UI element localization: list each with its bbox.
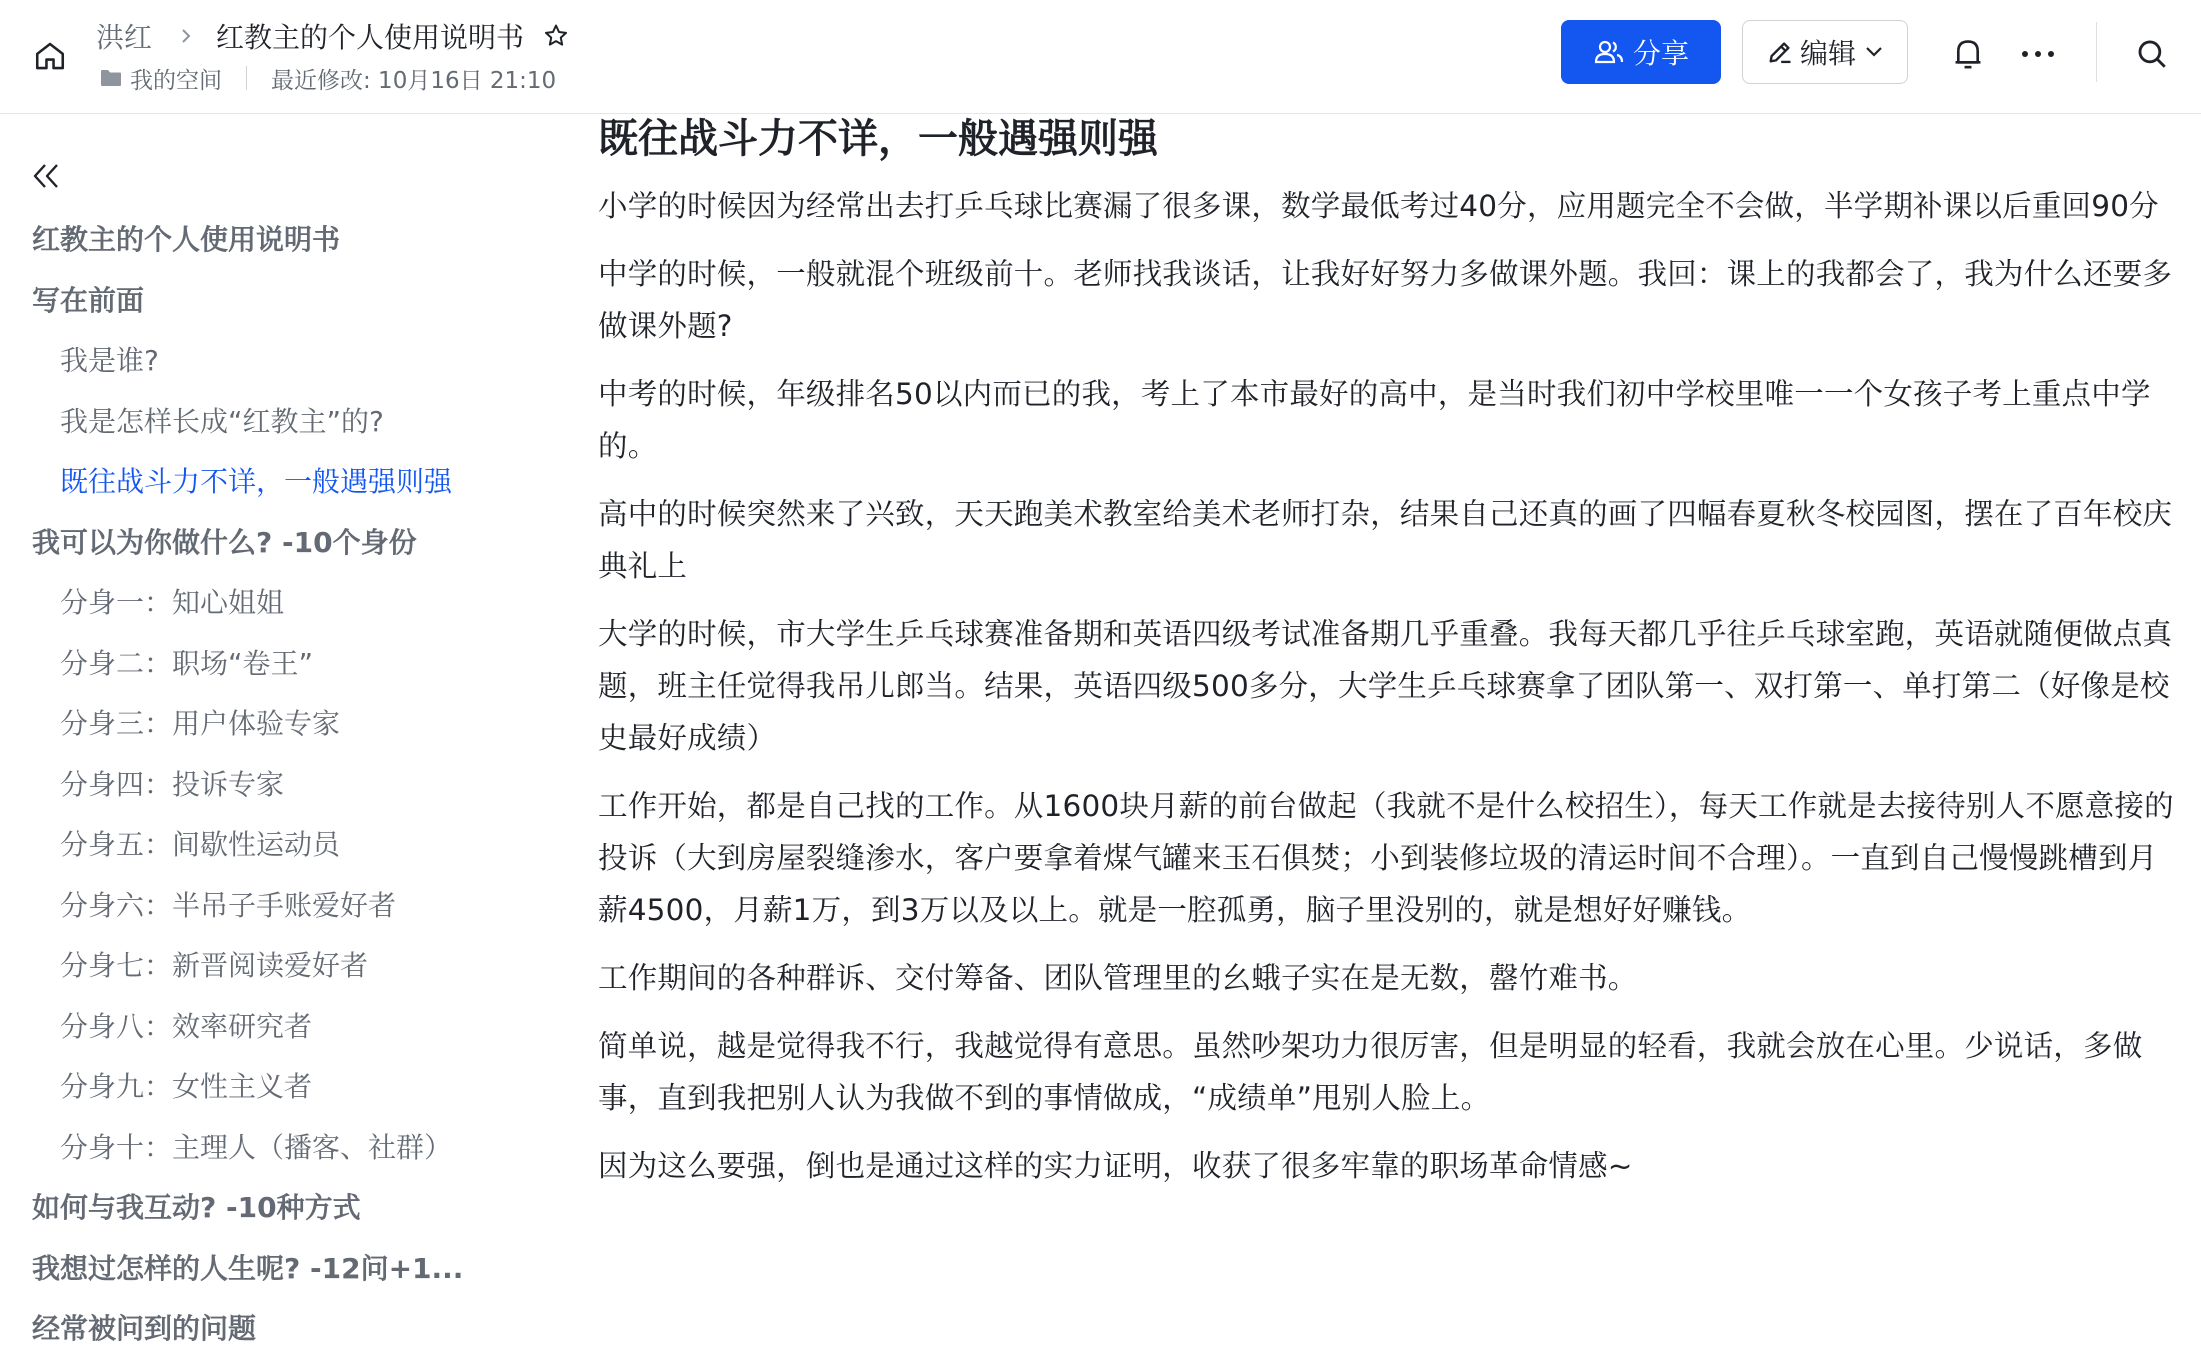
document-body	[598, 110, 2178, 1208]
paragraph: 简单说，越是觉得我不行，我越觉得有意思。虽然吵架功力很厉害，但是明显的轻看，我就会放在心里。少说话，多做事，直到我把别人认为我做不到的事情做成，“成绩单”甩别人脸上。	[598, 1029, 2143, 1115]
home-icon	[33, 39, 67, 73]
last-modified: 最近修改: 10月16日 21:10	[271, 67, 557, 94]
chevron-down-icon	[1864, 45, 1884, 59]
header-divider	[2096, 22, 2097, 82]
star-icon	[542, 22, 570, 50]
toc-item-avatar-3[interactable]: 分身三：用户体验专家	[60, 707, 341, 740]
share-label: 分享	[1632, 37, 1689, 70]
toc-item-combat-power[interactable]: 既往战斗力不详，一般遇强则强	[60, 465, 453, 498]
toc-item-doc-title[interactable]: 红教主的个人使用说明书	[32, 223, 341, 256]
users-icon	[1593, 38, 1625, 66]
toc-item-how-to-interact[interactable]: 如何与我互动? -10种方式	[32, 1191, 361, 1224]
paragraph: 工作开始，都是自己找的工作。从1600块月薪的前台做起（我就不是什么校招生），每天工作就是去接待别人不愿意接的投诉（大到房屋裂缝渗水，客户要拿着煤气罐来玉石俱焚；小到装修垃圾的清运时间不合理）。一直到自己慢慢跳槽到月薪4500，月薪1万，到3万以及以上。就是一腔孤勇，脑子里没别的，就是想好好赚钱。	[598, 789, 2174, 927]
favorite-button[interactable]	[542, 22, 570, 50]
breadcrumb-parent[interactable]: 洪红	[96, 21, 153, 54]
search-icon	[2135, 37, 2169, 71]
breadcrumb	[96, 16, 570, 56]
toc-item-avatar-2[interactable]: 分身二：职场“卷王”	[60, 646, 314, 680]
notifications-button[interactable]	[1946, 32, 1990, 76]
breadcrumb-separator	[178, 26, 194, 46]
toc-item-preface[interactable]: 写在前面	[32, 283, 145, 317]
space-link[interactable]: 我的空间	[130, 67, 222, 94]
paragraph: 工作期间的各种群诉、交付筹备、团队管理里的幺蛾子实在是无数，罄竹难书。	[598, 961, 1638, 995]
edit-button[interactable]	[1742, 20, 1908, 84]
share-button[interactable]	[1561, 20, 1721, 84]
double-chevron-left-icon	[29, 161, 63, 191]
more-icon	[2020, 49, 2056, 59]
home-button[interactable]	[28, 34, 72, 78]
table-of-contents	[32, 210, 472, 1360]
toc-item-avatar-7[interactable]: 分身七：新晋阅读爱好者	[60, 949, 369, 982]
paragraph: 大学的时候，市大学生乒乓球赛准备期和英语四级考试准备期几乎重叠。我每天都几乎往乒乓球室跑，英语就随便做点真题，班主任觉得我吊儿郎当。结果，英语四级500多分，大学生乒乓球赛拿了团队第一、双打第一、单打第二（好像是校史最好成绩）	[598, 617, 2173, 755]
toc-item-avatar-1[interactable]: 分身一：知心姐姐	[60, 586, 285, 619]
toc-item-faq[interactable]: 经常被问到的问题	[32, 1312, 257, 1345]
toc-item-avatar-8[interactable]: 分身八：效率研究者	[60, 1009, 313, 1043]
paragraph: 中学的时候，一般就混个班级前十。老师找我谈话，让我好好努力多做课外题。我回：课上的我都会了，我为什么还要多做课外题?	[598, 257, 2173, 343]
toc-item-what-i-can-do[interactable]: 我可以为你做什么? -10个身份	[32, 525, 417, 559]
toc-item-avatar-4[interactable]: 分身四：投诉专家	[60, 767, 285, 801]
pencil-icon	[1766, 38, 1794, 66]
toc-item-who-am-i[interactable]: 我是谁?	[60, 344, 159, 377]
paragraph: 因为这么要强，倒也是通过这样的实力证明，收获了很多牢靠的职场革命情感~	[598, 1149, 1633, 1183]
edit-label: 编辑	[1799, 37, 1856, 70]
doc-title[interactable]: 红教主的个人使用说明书	[216, 21, 525, 54]
toc-item-avatar-9[interactable]: 分身九：女性主义者	[60, 1070, 313, 1103]
chevron-right-icon	[178, 26, 194, 46]
paragraph: 小学的时候因为经常出去打乒乓球比赛漏了很多课，数学最低考过40分，应用题完全不会做，半学期补课以后重回90分	[598, 189, 2159, 223]
bell-icon	[1951, 36, 1985, 72]
paragraph: 中考的时候，年级排名50以内而已的我，考上了本市最好的高中，是当时我们初中学校里唯一一个女孩子考上重点中学的。	[598, 377, 2151, 463]
doc-meta	[100, 60, 556, 96]
paragraph: 高中的时候突然来了兴致，天天跑美术教室给美术老师打杂，结果自己还真的画了四幅春夏秋冬校园图，摆在了百年校庆典礼上	[598, 497, 2173, 583]
toc-item-avatar-5[interactable]: 分身五：间歇性运动员	[60, 828, 341, 861]
toc-item-how-i-grew[interactable]: 我是怎样长成“红教主”的?	[60, 404, 384, 438]
more-options-button[interactable]	[2016, 32, 2060, 76]
toc-item-avatar-6[interactable]: 分身六：半吊子手账爱好者	[60, 888, 397, 922]
search-button[interactable]	[2130, 32, 2174, 76]
meta-divider	[246, 66, 247, 90]
top-header	[0, 0, 2201, 114]
section-heading: 既往战斗力不详，一般遇强则强	[598, 116, 1158, 162]
collapse-sidebar-button[interactable]	[26, 156, 66, 196]
toc-item-avatar-10[interactable]: 分身十：主理人（播客、社群）	[60, 1130, 453, 1164]
folder-icon	[100, 68, 122, 88]
toc-item-life-goals[interactable]: 我想过怎样的人生呢? -12问+1...	[32, 1251, 464, 1285]
